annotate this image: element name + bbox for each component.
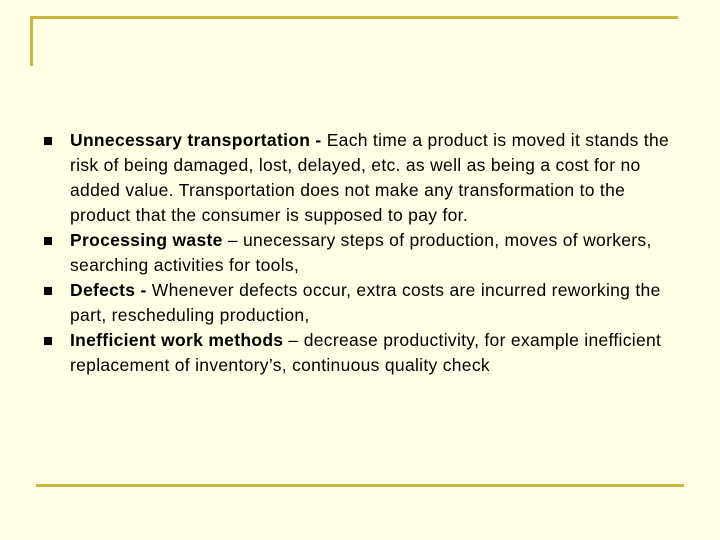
bullet-item-inefficient-work-methods — [44, 328, 684, 378]
square-bullet-icon — [44, 287, 52, 295]
bullet-term: Unnecessary transportation - — [70, 130, 327, 150]
bullet-list — [44, 128, 684, 378]
square-bullet-icon — [44, 237, 52, 245]
bullet-text: – unecessary steps of production, moves of workers, searching activities for tools, — [70, 230, 652, 275]
square-bullet-icon — [44, 337, 52, 345]
bullet-text: Each time a product is moved it stands the risk of being damaged, lost, delayed, etc. as well as being a cost for no added value. Transportation does not make any transformation to the product that the consumer is supposed to pay for. — [70, 130, 670, 225]
bullet-term: Defects - — [70, 280, 152, 300]
frame-left-line — [30, 16, 33, 66]
bullet-item-defects — [44, 278, 684, 328]
bullet-item-processing-waste — [44, 228, 684, 278]
frame-bottom-line — [36, 484, 684, 487]
bullet-text: Whenever defects occur, extra costs are incurred reworking the part, rescheduling production, — [70, 280, 661, 325]
square-bullet-icon — [44, 137, 52, 145]
bullet-term: Inefficient work methods — [70, 330, 284, 350]
bullet-term: Processing waste — [70, 230, 223, 250]
frame-top-line — [30, 16, 678, 19]
bullet-text: – decrease productivity, for example inefficient replacement of inventory’s, continuous quality check — [70, 330, 662, 375]
bullet-item-transportation — [44, 128, 684, 228]
